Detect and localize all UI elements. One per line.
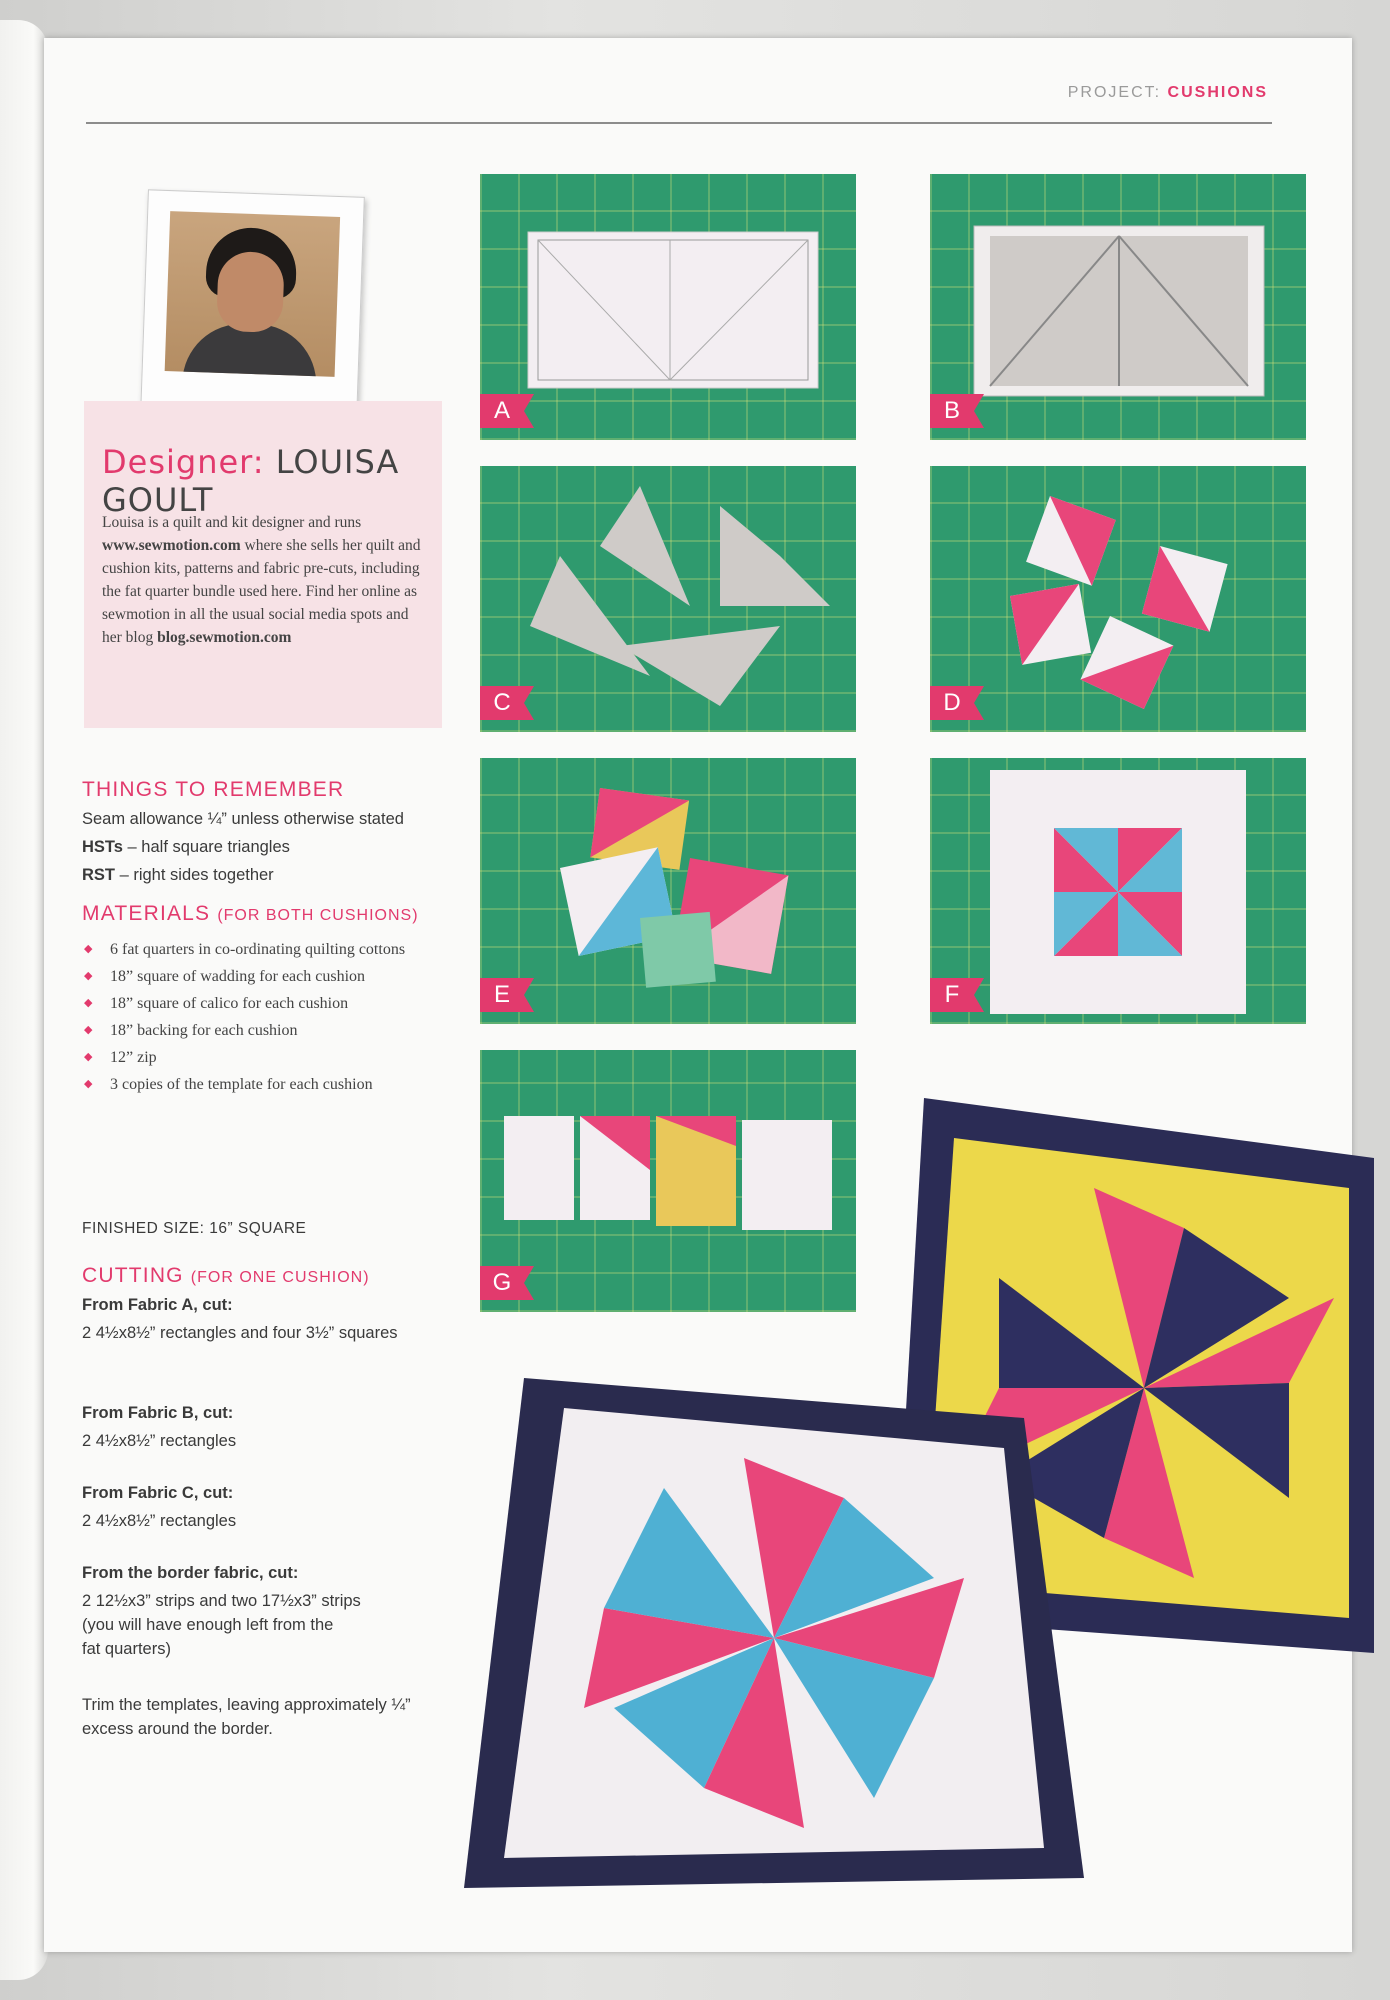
section-name: CUSHIONS: [1167, 84, 1268, 101]
materials-title-text: MATERIALS: [82, 902, 218, 925]
section-header: [1068, 84, 1268, 102]
step-photo-g: [480, 1050, 856, 1312]
designer-name: LOUISA GOULT: [102, 443, 400, 519]
materials-title: [82, 902, 419, 926]
materials-item: ◆ 6 fat quarters in co-ordinating quilting cottons: [82, 936, 462, 963]
hst-square: [1080, 616, 1173, 709]
bio-website-link: www.sewmotion.com: [102, 537, 241, 554]
step-b-illustration: [930, 174, 1306, 440]
bio-blog-link: blog.sewmotion.com: [157, 629, 292, 646]
step-photo-f: [930, 758, 1306, 1024]
block-column: [504, 1116, 574, 1220]
remember-line-seam: Seam allowance ¼” unless otherwise stated: [82, 810, 404, 828]
hst-square: [1010, 584, 1091, 665]
materials-list: [82, 936, 462, 1098]
cutting-title: [82, 1264, 370, 1288]
remember-title: THINGS TO REMEMBER: [82, 778, 345, 801]
magazine-page: [44, 38, 1352, 1952]
hst-square: [1026, 496, 1116, 586]
block-column: [580, 1116, 650, 1220]
step-photo-e: [480, 758, 856, 1024]
step-label-a: A: [480, 394, 524, 428]
designer-portrait: [165, 211, 340, 377]
section-prefix: PROJECT:: [1067, 84, 1168, 101]
triangle-piece: [720, 506, 830, 606]
bio-text-1: Louisa is a quilt and kit designer and runs: [102, 514, 362, 531]
step-label-c: C: [480, 686, 524, 720]
materials-item: ◆ 18” square of calico for each cushion: [82, 990, 462, 1017]
hst-square: [640, 912, 716, 988]
finished-size: FINISHED SIZE: 16” SQUARE: [82, 1220, 307, 1237]
materials-item: ◆ 18” backing for each cushion: [82, 1017, 462, 1044]
block-column: [742, 1120, 832, 1230]
block-column: [656, 1116, 736, 1226]
step-label-e: E: [480, 978, 524, 1012]
step-photo-a: [480, 174, 856, 440]
cutting-subtitle: (FOR ONE CUSHION): [190, 1269, 370, 1286]
hst-label: HSTs: [82, 838, 123, 856]
step-g-illustration: [480, 1050, 856, 1312]
cutting-b-heading: From Fabric B, cut:: [82, 1404, 234, 1422]
rst-label: RST: [82, 866, 115, 884]
step-d-illustration: [930, 466, 1306, 732]
trim-line-1: Trim the templates, leaving approximately ¼”: [82, 1696, 411, 1714]
step-label-g: G: [480, 1266, 524, 1300]
designer-box: [84, 401, 442, 728]
materials-subtitle: (FOR BOTH CUSHIONS): [217, 907, 419, 924]
cutting-border-heading: From the border fabric, cut:: [82, 1564, 299, 1582]
step-c-illustration: [480, 466, 856, 732]
materials-item: ◆ 18” square of wadding for each cushion: [82, 963, 462, 990]
header-rule: [86, 122, 1272, 124]
cutting-b-text: 2 4½x8½” rectangles: [82, 1432, 237, 1450]
step-photo-d: [930, 466, 1306, 732]
hst-text: – half square triangles: [122, 838, 290, 856]
cutting-c-heading: From Fabric C, cut:: [82, 1484, 234, 1502]
step-photo-b: [930, 174, 1306, 440]
cutting-border-line-3: fat quarters): [82, 1640, 171, 1658]
step-label-d: D: [930, 686, 974, 720]
materials-item: ◆ 12” zip: [82, 1044, 462, 1071]
step-label-f: F: [930, 978, 974, 1012]
remember-line-rst: [82, 866, 274, 885]
template-paper: [528, 232, 818, 388]
materials-item: ◆ 3 copies of the template for each cushion: [82, 1071, 462, 1098]
step-f-illustration: [930, 758, 1306, 1024]
cutting-title-text: CUTTING: [82, 1264, 191, 1287]
designer-photo-frame: [140, 189, 365, 420]
triangle-piece: [530, 556, 650, 676]
triangle-piece: [600, 486, 690, 606]
cutting-border-line-2: (you will have enough left from the: [82, 1616, 334, 1634]
remember-line-hst: [82, 838, 290, 857]
previous-page-edge: [0, 20, 48, 1980]
triangle-piece: [620, 626, 780, 706]
step-photo-c: [480, 466, 856, 732]
step-e-illustration: [480, 758, 856, 1024]
finished-cushion-white: [464, 1378, 1094, 1898]
cutting-a-heading: From Fabric A, cut:: [82, 1296, 233, 1314]
designer-bio: [102, 511, 422, 649]
portrait-face: [216, 251, 285, 333]
cutting-a-text: 2 4½x8½” rectangles and four 3½” squares: [82, 1324, 398, 1342]
rst-text: – right sides together: [115, 866, 274, 884]
bio-text-2: where she sells her quilt and cushion kits, patterns and fabric pre-cuts, including the fat quarter bundle used here. Find her online as sewmotion in all the usual social media spots and her blog: [102, 537, 421, 646]
step-label-b: B: [930, 394, 974, 428]
cutting-border-line-1: 2 12½x3” strips and two 17½x3” strips: [82, 1592, 361, 1610]
cutting-c-text: 2 4½x8½” rectangles: [82, 1512, 237, 1530]
step-a-illustration: [480, 174, 856, 440]
trim-line-2: excess around the border.: [82, 1720, 273, 1738]
designer-title: [102, 443, 442, 519]
hst-square: [1142, 546, 1228, 632]
designer-label: Designer:: [102, 443, 276, 481]
